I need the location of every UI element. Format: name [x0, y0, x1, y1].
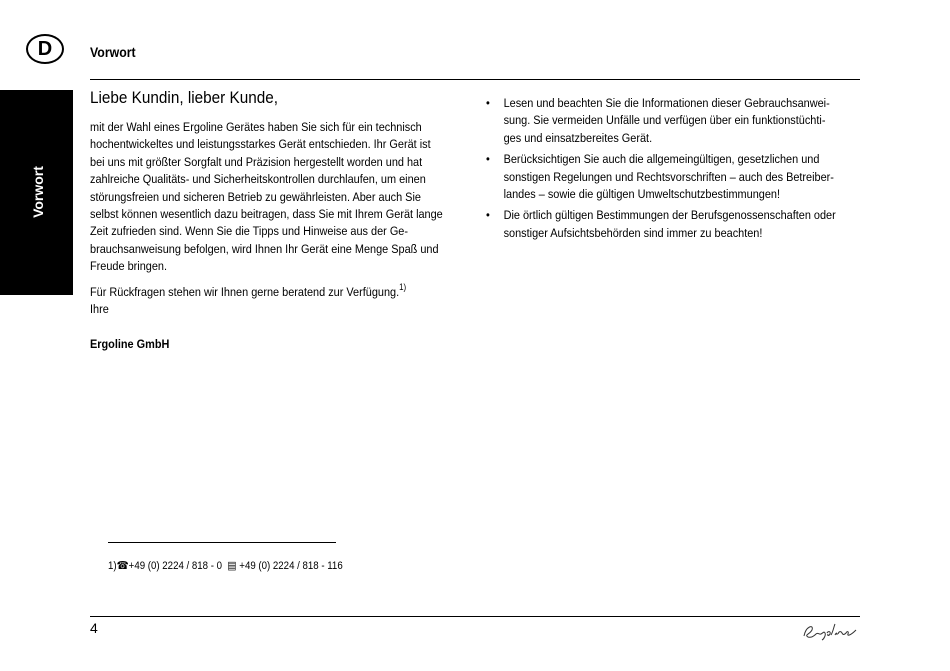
bullet-item — [486, 151, 864, 203]
bullet-line: landes – sowie die gültigen Umweltschutzbestimmungen! — [503, 187, 780, 202]
footnote — [108, 559, 343, 572]
footnote-rule — [108, 542, 336, 543]
signoff: Ihre — [90, 302, 109, 316]
bullet-line: Berücksichtigen Sie auch die allgemeingültigen, gesetzlichen und — [503, 152, 820, 167]
intro-line: zahlreiche Qualitäts- und Sicherheitskontrollen durchlaufen, um einen — [90, 172, 426, 187]
bullet-line: sonstiger Aufsichtsbehörden sind immer zu beachten! — [503, 225, 763, 240]
intro-line: brauchsanweisung befolgen, wird Ihnen Ihr Gerät eine Menge Spaß und — [90, 241, 439, 256]
footnote-reference: 1) — [399, 281, 407, 292]
contact-text: Für Rückfragen stehen wir Ihnen gerne beratend zur Verfügung. — [90, 284, 400, 299]
bullet-line: sonstigen Regelungen und Rechtsvorschriften – auch des Betreiber- — [503, 169, 834, 184]
contact-paragraph — [90, 279, 460, 301]
bullet-item — [486, 95, 864, 147]
header-rule — [90, 79, 860, 80]
bullet-symbol: • — [486, 96, 490, 110]
fax-number: +49 (0) 2224 / 818 - 116 — [239, 560, 343, 572]
intro-line: Zeit zufrieden sind. Wenn Sie die Tipps und Hinweise aus der Ge- — [90, 224, 408, 239]
section-title: Vorwort — [90, 44, 136, 60]
footnote-marker: 1) — [108, 560, 117, 572]
brand-logo-icon — [800, 616, 860, 644]
fax-icon: ▤ — [227, 560, 237, 572]
page-number: 4 — [90, 620, 98, 636]
footer-rule — [90, 616, 860, 617]
bullet-symbol: • — [486, 208, 490, 223]
brand-logo — [800, 616, 860, 648]
phone-icon: ☎ — [116, 560, 129, 572]
right-column — [486, 95, 864, 246]
phone-number: +49 (0) 2224 / 818 - 0 — [128, 560, 223, 572]
bullet-line: sung. Sie vermeiden Unfälle und verfügen über ein funktionstüchti- — [503, 113, 826, 128]
intro-line: mit der Wahl eines Ergoline Gerätes haben Sie sich für ein technisch — [90, 120, 422, 134]
side-tab-label: Vorwort — [30, 166, 46, 218]
left-column — [90, 119, 460, 301]
bullet-line: Lesen und beachten Sie die Informationen dieser Gebrauchsanwei- — [503, 96, 830, 110]
language-badge: D — [26, 34, 64, 64]
bullet-line: Die örtlich gültigen Bestimmungen der Berufsgenossenschaften oder — [503, 208, 836, 223]
company-name: Ergoline GmbH — [90, 337, 170, 351]
intro-line: Freude bringen. — [90, 259, 167, 274]
intro-line: hochentwickeltes und leistungsstarkes Gerät entschieden. Ihr Gerät ist — [90, 137, 431, 152]
greeting-heading: Liebe Kundin, lieber Kunde, — [90, 88, 279, 107]
intro-line: bei uns mit größter Sorgfalt und Präzision hergestellt worden und hat — [90, 154, 423, 169]
intro-line: selbst können wesentlich dazu beitragen, dass Sie mit Ihrem Gerät lange — [90, 207, 443, 222]
bullet-symbol: • — [486, 152, 490, 167]
bullet-item — [486, 207, 864, 242]
intro-line: störungsfreien und sicheren Betrieb zu gewährleisten. Aber auch Sie — [90, 189, 421, 204]
bullet-line: ges und einsatzbereites Gerät. — [503, 130, 653, 145]
